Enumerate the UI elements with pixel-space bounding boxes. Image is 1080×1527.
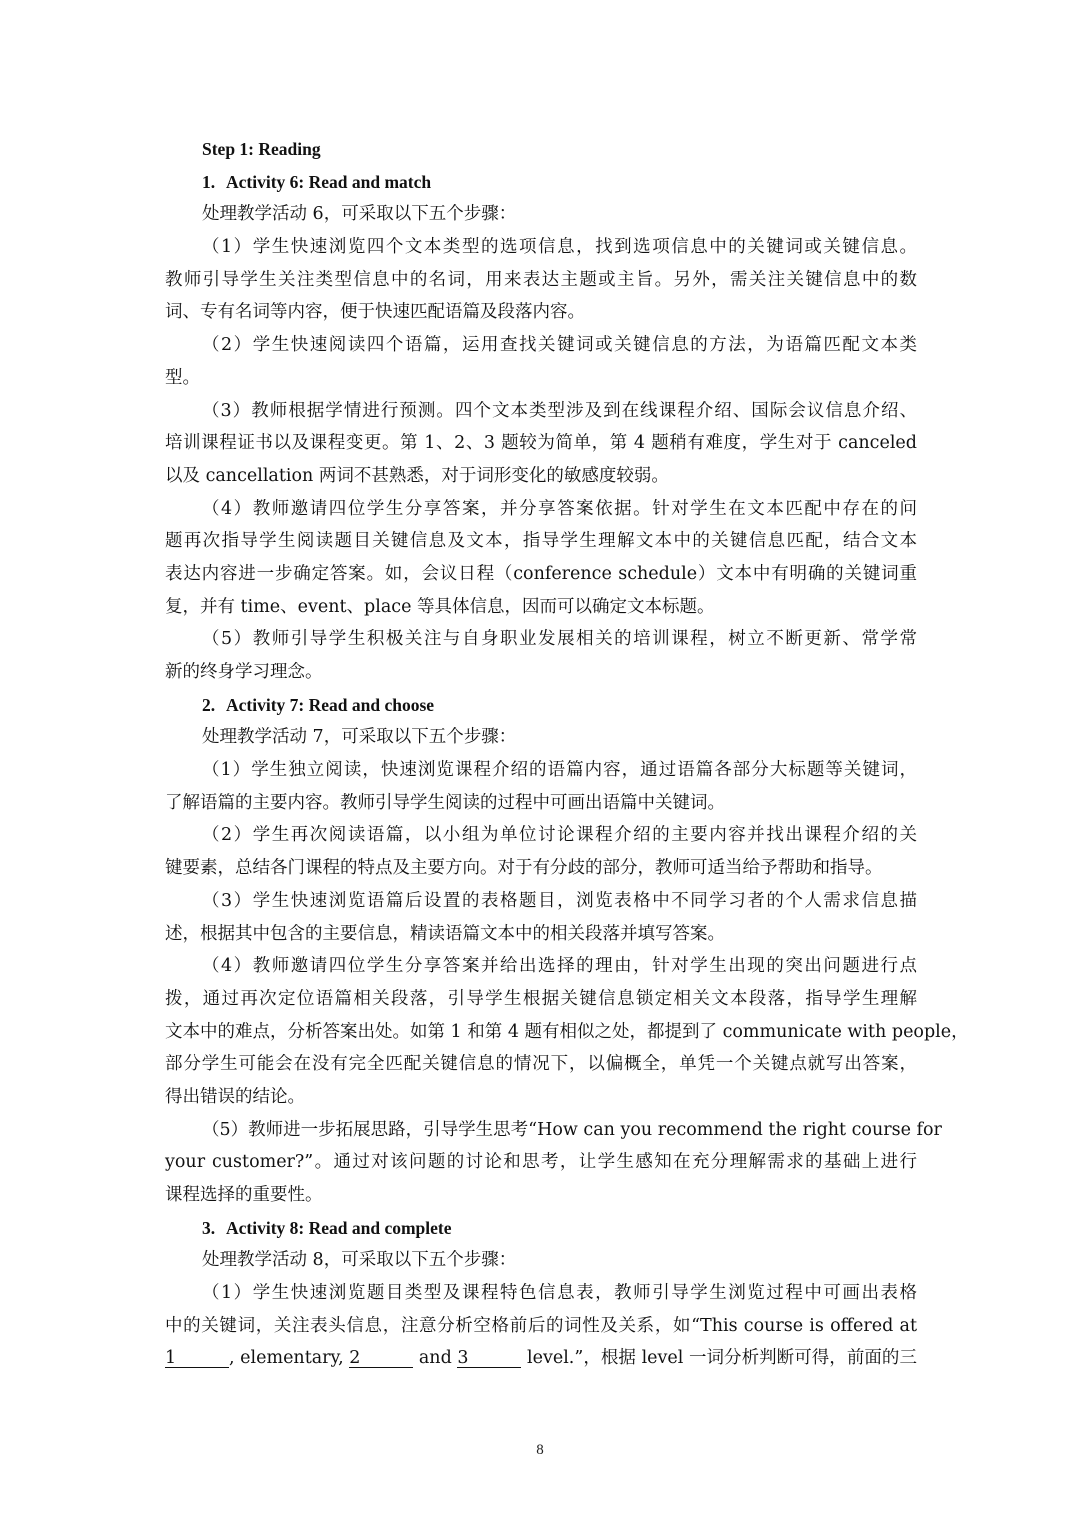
paragraph-line: 复，并有 time、event、place 等具体信息，因而可以确定文本标题。 xyxy=(165,596,715,617)
activity-7-intro: 处理教学活动 7，可采取以下五个步骤： xyxy=(202,727,517,748)
step-heading: Step 1: Reading xyxy=(202,139,321,159)
activity-6-title: Activity 6: Read and match xyxy=(226,171,432,192)
paragraph-line: 课程选择的重要性。 xyxy=(165,1185,323,1205)
paragraph-line: （2）学生再次阅读语篇，以小组为单位讨论课程介绍的主要内容并找出课程介绍的关 xyxy=(202,825,917,846)
document-page xyxy=(165,133,969,1375)
paragraph-line: 培训课程证书以及课程变更。第 1、2、3 题较为简单，第 4 题稍有难度，学生对于 canceled xyxy=(165,433,917,454)
activity-7-number: 2. xyxy=(202,694,216,715)
activity-8-number: 3. xyxy=(202,1217,216,1238)
paragraph-line: （2）学生快速阅读四个语篇，运用查找关键词或关键信息的方法，为语篇匹配文本类 xyxy=(202,335,917,356)
paragraph-line: （5）教师进一步拓展思路，引导学生思考“How can you recommend the right course for xyxy=(202,1119,942,1140)
paragraph-line: 教师引导学生关注类型信息中的名词，用来表达主题或主旨。另外，需关注关键信息中的数 xyxy=(165,269,917,290)
paragraph-line: 表达内容进一步确定答案。如，会议日程（conference schedule）文本中有明确的关键词重 xyxy=(165,563,917,584)
activity-8-title: Activity 8: Read and complete xyxy=(226,1217,452,1238)
paragraph-line: （1）学生独立阅读，快速浏览课程介绍的语篇内容，通过语篇各部分大标题等关键词， xyxy=(202,760,917,781)
paragraph-line: 型。 xyxy=(165,367,200,388)
paragraph-line: （1）学生快速浏览四个文本类型的选项信息，找到选项信息中的关键词或关键信息。 xyxy=(202,237,917,258)
blank-1: 1 xyxy=(165,1349,229,1368)
activity-6-number: 1. xyxy=(202,171,216,192)
paragraph-line: （3）学生快速浏览语篇后设置的表格题目，浏览表格中不同学习者的个人需求信息描 xyxy=(202,890,917,911)
activity-6-intro: 处理教学活动 6，可采取以下五个步骤： xyxy=(202,204,517,225)
paragraph-line: your customer?”。通过对该问题的讨论和思考，让学生感知在充分理解需求的基础上进行 xyxy=(165,1152,917,1173)
paragraph-line: 中的关键词，关注表头信息，注意分析空格前后的词性及关系，如“This course is offered at xyxy=(165,1315,917,1336)
paragraph-line: 得出错误的结论。 xyxy=(165,1086,305,1107)
paragraph-line: （5）教师引导学生积极关注与自身职业发展相关的培训课程，树立不断更新、常学常 xyxy=(202,629,917,650)
paragraph-line: 了解语篇的主要内容。教师引导学生阅读的过程中可画出语篇中关键词。 xyxy=(165,792,725,813)
paragraph-line: 述，根据其中包含的主要信息，精读语篇文本中的相关段落并填写答案。 xyxy=(165,923,725,944)
paragraph-line: （4）教师邀请四位学生分享答案，并分享答案依据。针对学生在文本匹配中存在的问 xyxy=(202,498,917,519)
activity-8-heading xyxy=(165,1212,917,1245)
paragraph-line: 部分学生可能会在没有完全匹配关键信息的情况下，以偏概全，单凭一个关键点就写出答案， xyxy=(165,1054,917,1075)
blank-2: 2 xyxy=(349,1349,413,1368)
activity-7-heading xyxy=(165,689,917,722)
paragraph-line: 拨，通过再次定位语篇相关段落，引导学生根据关键信息锁定相关文本段落，指导学生理解 xyxy=(165,988,917,1009)
paragraph-line: 题再次指导学生阅读题目关键信息及文本，指导学生理解文本中的关键信息匹配，结合文本 xyxy=(165,531,917,552)
fill-in-line xyxy=(165,1342,917,1375)
blank-3: 3 xyxy=(457,1349,521,1368)
activity-6-heading xyxy=(165,166,917,199)
activity-7-title: Activity 7: Read and choose xyxy=(226,694,435,715)
paragraph-line: （4）教师邀请四位学生分享答案并给出选择的理由，针对学生出现的突出问题进行点 xyxy=(202,956,917,977)
paragraph-line: 词、专有名词等内容，便于快速匹配语篇及段落内容。 xyxy=(165,302,585,323)
paragraph-line: 以及 cancellation 两词不甚熟悉，对于词形变化的敏感度较弱。 xyxy=(165,465,669,486)
paragraph-line: （3）教师根据学情进行预测。四个文本类型涉及到在线课程介绍、国际会议信息介绍、 xyxy=(202,400,917,421)
fill-text-2: and xyxy=(418,1348,452,1369)
paragraph-line: 新的终身学习理念。 xyxy=(165,662,323,682)
paragraph-line: 键要素，总结各门课程的特点及主要方向。对于有分歧的部分，教师可适当给予帮助和指导。 xyxy=(165,858,883,879)
fill-text-1: , elementary, xyxy=(229,1348,344,1369)
activity-8-intro: 处理教学活动 8，可采取以下五个步骤： xyxy=(202,1250,517,1271)
page-number: 8 xyxy=(536,1442,544,1458)
fill-text-3: level.”，根据 level 一词分析判断可得，前面的三 xyxy=(527,1348,917,1369)
paragraph-line: （1）学生快速浏览题目类型及课程特色信息表，教师引导学生浏览过程中可画出表格 xyxy=(202,1283,917,1304)
paragraph-line: 文本中的难点，分析答案出处。如第 1 和第 4 题有相似之处，都提到了 communicate with people， xyxy=(165,1021,969,1042)
